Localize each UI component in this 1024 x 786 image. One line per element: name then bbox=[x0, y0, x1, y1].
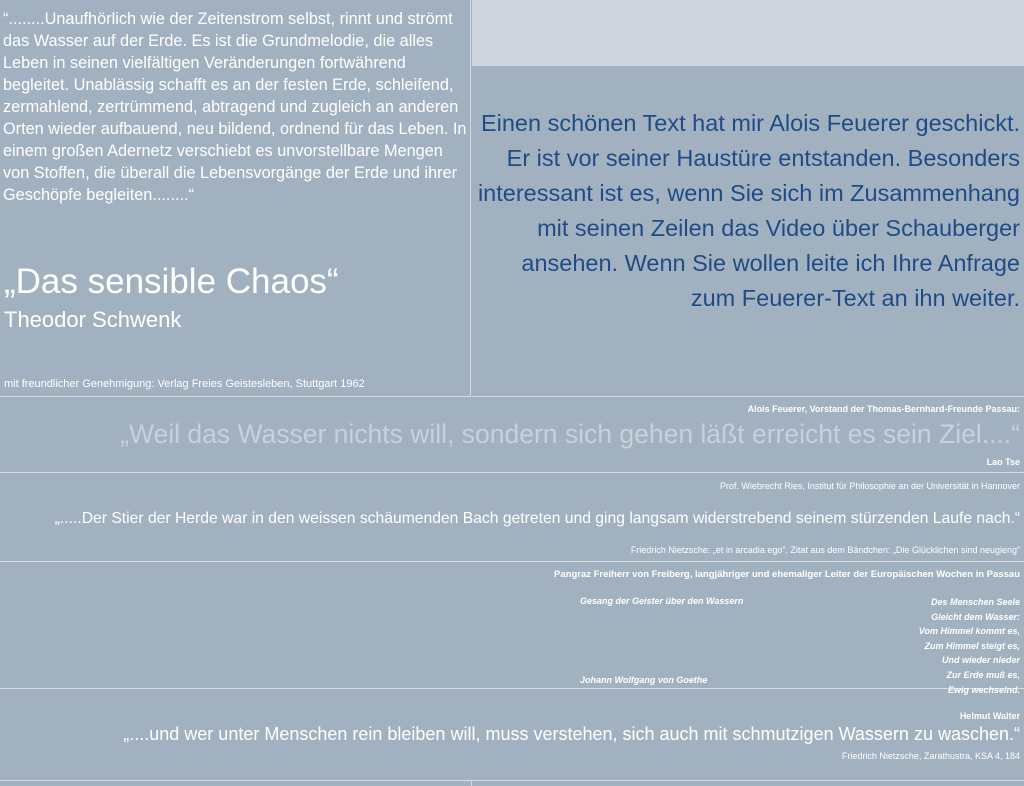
poem-line: Zur Erde muß es, bbox=[946, 669, 1020, 680]
poem-line: Vom Himmel kommt es, bbox=[918, 626, 1020, 637]
quote-source: Friedrich Nietzsche, Zarathustra, KSA 4, 184 bbox=[841, 751, 1020, 761]
poem-author: Johann Wolfgang von Goethe bbox=[580, 675, 708, 685]
bottom-divider bbox=[471, 781, 472, 786]
quote-row-walter bbox=[0, 689, 1024, 781]
poem-stanza bbox=[919, 595, 1020, 697]
quote-attribution: Helmut Walter bbox=[959, 711, 1020, 721]
poem-title: Gesang der Geister über den Wassern bbox=[580, 596, 744, 606]
quote-attribution: Alois Feuerer, Vorstand der Thomas-Bernhard-Freunde Passau: bbox=[747, 404, 1020, 414]
poem-line: Gleicht dem Wasser: bbox=[931, 611, 1020, 622]
permission-note: mit freundlicher Genehmigung: Verlag Freies Geistesleben, Stuttgart 1962 bbox=[4, 378, 365, 390]
quote-row-ries bbox=[0, 473, 1024, 562]
top-right-band bbox=[472, 0, 1024, 66]
quote-source: Friedrich Nietzsche: „et in arcadia ego“, Zitat aus dem Bändchen: „Die Glücklichen sind neugierig“ bbox=[630, 545, 1020, 555]
feuerer-intro-text: Einen schönen Text hat mir Alois Feuerer geschickt. Er ist vor seiner Haustüre entstanden. Besonders interessant ist es, wenn Sie sich im Zusammenhang mit seinen Zeilen das Video über Schauberger ansehen. Wenn Sie wollen leite ich Ihre Anfrage zum Feuerer-Text an ihn weiter. bbox=[477, 110, 1020, 311]
book-title: „Das sensible Chaos“ bbox=[4, 262, 339, 301]
poem-line: Des Menschen Seele bbox=[930, 597, 1020, 607]
quote-text: „Weil das Wasser nichts will, sondern sich gehen läßt erreicht es sein Ziel....“ bbox=[120, 419, 1020, 449]
schwenk-quote-panel bbox=[0, 0, 471, 397]
quote-source: Lao Tse bbox=[986, 457, 1020, 467]
quote-text: „....und wer unter Menschen rein bleiben will, muss verstehen, sich auch mit schmutzigen Wassern zu waschen.“ bbox=[123, 724, 1020, 744]
quote-row-feuerer bbox=[0, 397, 1024, 473]
feuerer-intro-panel bbox=[472, 66, 1024, 397]
poem-line: Zum Himmel steigt es, bbox=[924, 640, 1020, 651]
book-author: Theodor Schwenk bbox=[4, 307, 182, 332]
quote-text: „.....Der Stier der Herde war in den weissen schäumenden Bach getreten und ging langsam widerstrebend seinem stürzenden Laufe nach.“ bbox=[54, 510, 1020, 527]
schwenk-quote-text: “........Unaufhörlich wie der Zeitenstrom selbst, rinnt und strömt das Wasser auf der Erde. Es ist die Grundmelodie, die alles Leben in seinen vielfältigen Veränderungen fortwährend begleitet. Unablässig schafft es an der festen Erde, schleifend, zermahlend, zertrümmend, abtragend und zugleich an anderen Orten wieder aufbauend, neu bildend, ordnend für das Leben. In einem großen Adernetz verschiebt es unvorstellbare Mengen von Stoffen, die überall die Lebensvorgänge der Erde und ihrer Geschöpfe begleiten........“ bbox=[3, 10, 467, 204]
quote-row-goethe bbox=[0, 562, 1024, 695]
quote-attribution: Prof. Wiebrecht Ries, Institut für Philosophie an der Universität in Hannover bbox=[719, 481, 1020, 491]
poem-line: Ewig wechselnd. bbox=[947, 684, 1020, 695]
quote-attribution: Pangraz Freiherr von Freiberg, langjähriger und ehemaliger Leiter der Europäischen Wochen in Passau bbox=[554, 569, 1020, 580]
poem-line: Und wieder nieder bbox=[941, 655, 1020, 666]
